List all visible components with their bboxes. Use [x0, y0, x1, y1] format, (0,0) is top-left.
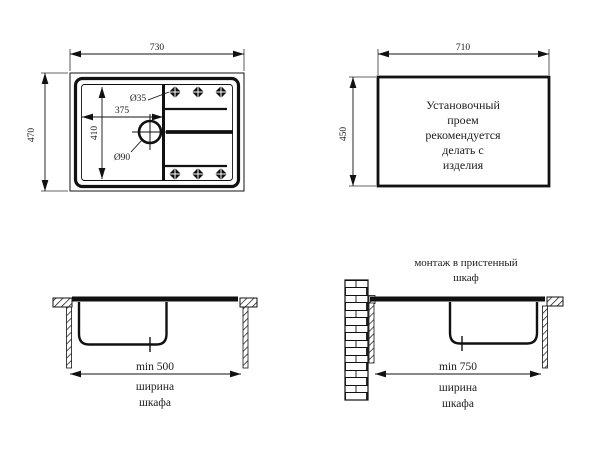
bowl-section — [79, 302, 167, 345]
dim-label-bowl-width: 375 — [114, 106, 130, 116]
cutout-note-line: изделия — [442, 158, 484, 172]
countertop-right — [240, 298, 257, 307]
dim-label-overall-width: 730 — [149, 43, 165, 53]
cutout-note-line: рекомендуется — [425, 128, 501, 142]
caption-cabinet-width-line2: шкафа — [139, 397, 171, 409]
section-standard-cabinet — [53, 298, 257, 409]
cutout-note-line: проем — [447, 113, 479, 127]
cabinet-wall-left — [369, 303, 374, 363]
dim-label-min-width: min 500 — [135, 361, 175, 373]
wall-mount-title-line1: монтаж в пристенный — [414, 257, 518, 269]
caption-cabinet-width-line2: шкафа — [442, 398, 474, 410]
wall-mount-title-line2: шкаф — [453, 272, 479, 284]
caption-cabinet-width-line1: ширина — [438, 382, 478, 394]
cutout-note-line: делать с — [442, 143, 484, 157]
installation-cutout-view — [339, 43, 549, 186]
bowl-section — [450, 302, 537, 344]
label-hole-90: Ø90 — [113, 153, 131, 163]
cabinet-wall-left — [67, 307, 72, 368]
cabinet-wall-right — [543, 306, 548, 368]
dim-label-min-width: min 750 — [438, 361, 478, 373]
countertop-right — [547, 297, 563, 306]
dim-label-cutout-width: 710 — [455, 43, 471, 53]
dim-label-overall-height: 470 — [27, 127, 37, 143]
dim-label-cutout-height: 450 — [339, 126, 349, 142]
cutout-note-line: Установочный — [426, 98, 500, 112]
dim-label-bowl-depth: 410 — [90, 125, 100, 141]
brick-wall — [345, 280, 368, 400]
section-wall-cabinet — [345, 257, 563, 410]
caption-cabinet-width-line1: ширина — [135, 381, 175, 393]
label-hole-35: Ø35 — [129, 94, 147, 104]
sink-top-view — [27, 43, 244, 191]
cabinet-wall-right — [243, 307, 248, 368]
countertop-left — [53, 298, 72, 307]
